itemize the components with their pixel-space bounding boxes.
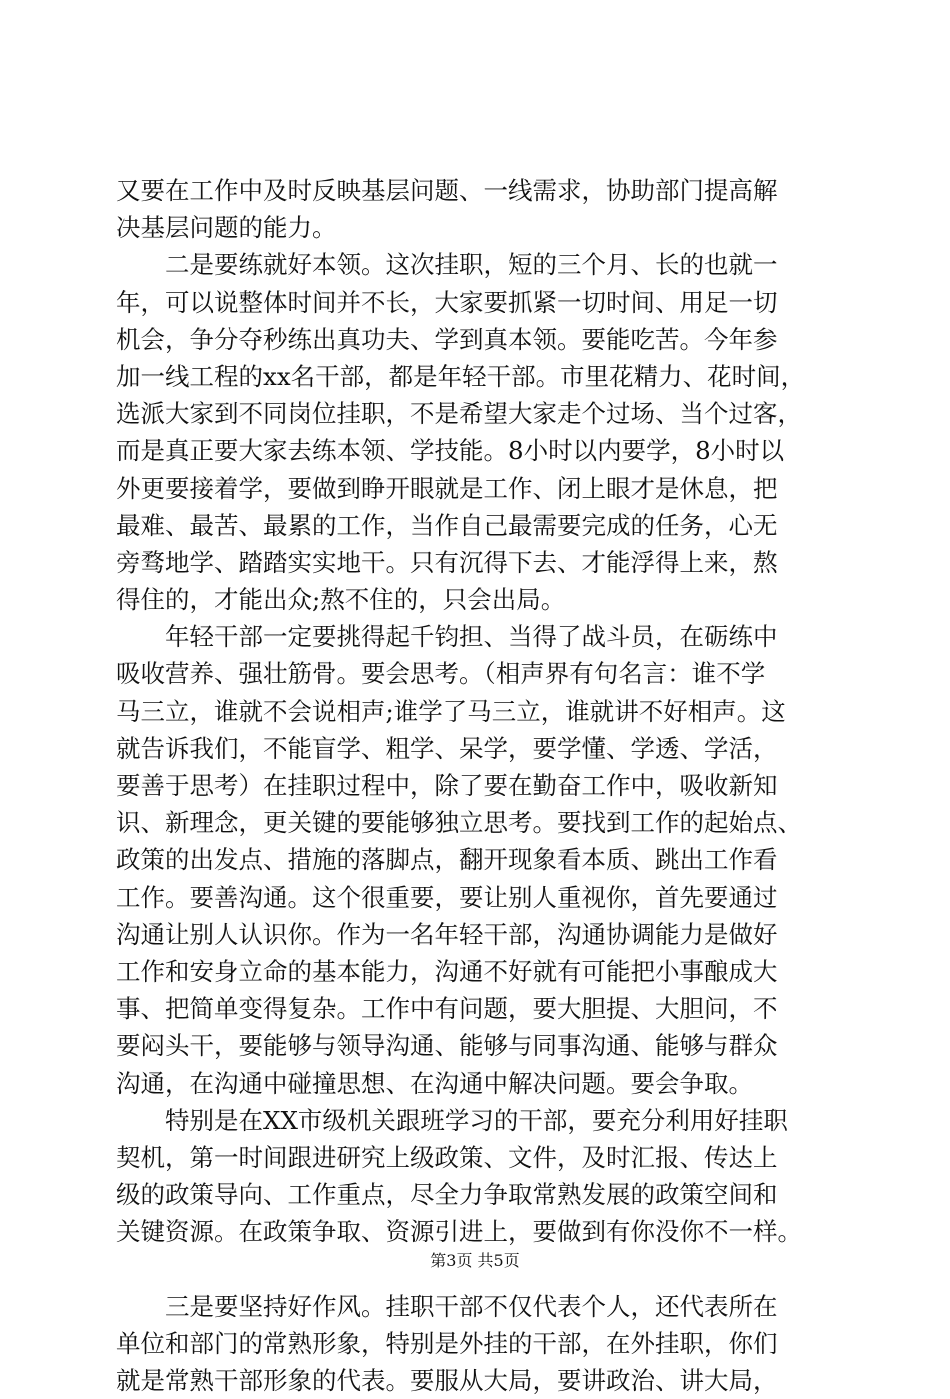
text-line: 年轻干部一定要挑得起千钧担、当得了战斗员，在砺练中 — [116, 622, 778, 652]
page-footer: 第3页 共5页 — [430, 1251, 520, 1270]
text-line: 政策的出发点、措施的落脚点，翻开现象看本质、跳出工作看 — [116, 845, 778, 875]
text-line: 加一线工程的xx名干部，都是年轻干部。市里花精力、花时间， — [116, 361, 806, 391]
text-line: 年，可以说整体时间并不长，大家要抓紧一切时间、用足一切 — [116, 287, 778, 317]
text-line: 事、把简单变得复杂。工作中有问题，要大胆提、大胆问，不 — [116, 994, 778, 1024]
text-line: 马三立，谁就不会说相声;谁学了马三立，谁就讲不好相声。这 — [116, 696, 786, 726]
text-line: 识、新理念，更关键的要能够独立思考。要找到工作的起始点、 — [116, 808, 802, 838]
text-line: 就是常熟干部形象的代表。要服从大局，要讲政治、讲大局， — [116, 1366, 778, 1395]
text-line: 沟通让别人认识你。作为一名年轻干部，沟通协调能力是做好 — [116, 919, 778, 949]
text-line: 决基层问题的能力。 — [116, 213, 337, 243]
text-line: 旁骛地学、踏踏实实地干。只有沉得下去、才能浮得上来，熬 — [116, 547, 778, 577]
text-line: 最难、最苦、最累的工作，当作自己最需要完成的任务，心无 — [116, 510, 778, 540]
text-line: 机会，争分夺秒练出真功夫、学到真本领。要能吃苦。今年参 — [116, 324, 778, 354]
text-line: 沟通，在沟通中碰撞思想、在沟通中解决问题。要会争取。 — [116, 1068, 753, 1098]
text-line: 工作。要善沟通。这个很重要，要让别人重视你，首先要通过 — [116, 882, 778, 912]
text-line: 又要在工作中及时反映基层问题、一线需求，协助部门提高解 — [116, 176, 778, 205]
text-line: 特别是在XX市级机关跟班学习的干部，要充分利用好挂职 — [116, 1105, 788, 1135]
text-line: 三是要坚持好作风。挂职干部不仅代表个人，还代表所在 — [116, 1291, 778, 1321]
text-line: 级的政策导向、工作重点，尽全力争取常熟发展的政策空间和 — [116, 1180, 778, 1210]
text-line: 工作和安身立命的基本能力，沟通不好就有可能把小事酿成大 — [116, 956, 778, 986]
text-line: 选派大家到不同岗位挂职，不是希望大家走个过场、当个过客， — [116, 399, 802, 429]
text-line: 外更要接着学，要做到睁开眼就是工作、闭上眼才是休息，把 — [116, 473, 778, 503]
text-line: 吸收营养、强壮筋骨。要会思考。（相声界有句名言：谁不学 — [116, 659, 766, 689]
text-line: 得住的，才能出众;熬不住的，只会出局。 — [116, 585, 566, 615]
document-body — [116, 172, 836, 1399]
text-line: 单位和部门的常熟形象，特别是外挂的干部，在外挂职，你们 — [116, 1328, 778, 1358]
text-line: 契机，第一时间跟进研究上级政策、文件，及时汇报、传达上 — [116, 1142, 778, 1172]
text-line: 二是要练就好本领。这次挂职，短的三个月、长的也就一 — [116, 250, 778, 280]
text-line: 要善于思考）在挂职过程中，除了要在勤奋工作中，吸收新知 — [116, 771, 778, 800]
text-line: 关键资源。在政策争取、资源引进上，要做到有你没你不一样。 — [116, 1217, 802, 1247]
text-line: 而是真正要大家去练本领、学技能。8小时以内要学，8小时以 — [116, 436, 785, 466]
text-line: 就告诉我们，不能盲学、粗学、呆学，要学懂、学透、学活， — [116, 733, 778, 763]
text-line: 要闷头干，要能够与领导沟通、能够与同事沟通、能够与群众 — [116, 1031, 778, 1061]
